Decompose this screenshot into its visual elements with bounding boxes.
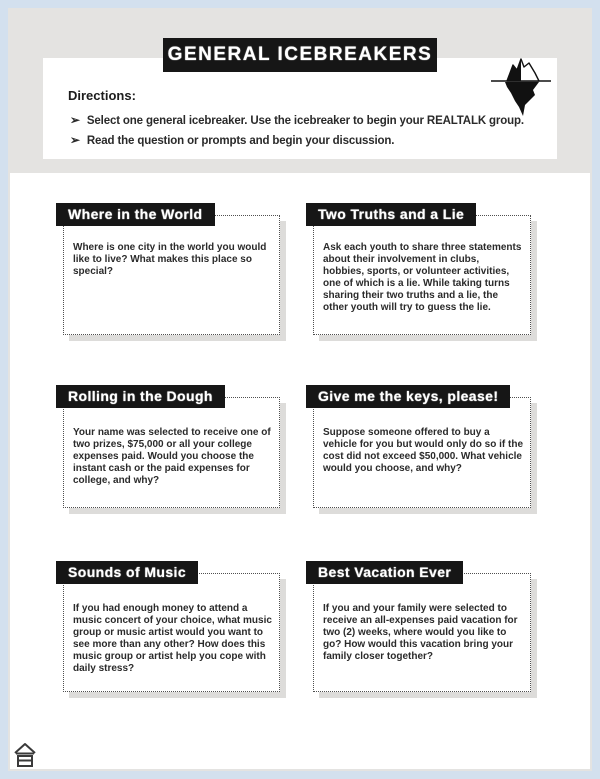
page-inner <box>8 8 592 771</box>
card-prompt: If you and your family were selected to receive an all-expenses paid vacation for two (2) weeks, where would you like to go? How would this vacation bring your family closer together? <box>323 603 518 662</box>
card-prompt: Suppose someone offered to buy a vehicle for you but would only do so if the cost did not exceed $50,000. What vehicle would you choose, and why? <box>323 427 524 474</box>
card-prompt: If you had enough money to attend a music concert of your choice, what music group or music artist would you want to see more than any other? How does this music group or artist help you cope with daily stress? <box>73 603 272 674</box>
directions-bullet <box>70 133 552 147</box>
directions-bullet <box>70 113 552 127</box>
arrow-bullet-icon: ➢ <box>70 133 80 147</box>
card-title: Give me the keys, please! <box>306 385 510 408</box>
card-title: Two Truths and a Lie <box>306 203 476 226</box>
icebreaker-card <box>313 388 531 508</box>
card-title: Best Vacation Ever <box>306 561 463 584</box>
home-icon[interactable] <box>13 742 37 768</box>
iceberg-icon <box>490 56 552 127</box>
icebreaker-card <box>63 206 280 335</box>
icebreaker-card <box>313 206 531 335</box>
icebreaker-card <box>313 564 531 692</box>
arrow-bullet-icon: ➢ <box>70 113 80 127</box>
card-title: Sounds of Music <box>56 561 198 584</box>
directions-panel <box>43 58 557 159</box>
card-title: Rolling in the Dough <box>56 385 225 408</box>
card-prompt: Ask each youth to share three statements about their involvement in clubs, hobbies, sports, or volunteer activities, one of which is a lie. While taking turns sharing their two truths and a lie, the other youth will try to guess the lie. <box>323 242 522 313</box>
page-title: GENERAL ICEBREAKERS <box>163 38 437 72</box>
card-prompt: Where is one city in the world you would like to live? What makes this place so special? <box>73 242 267 277</box>
icebreaker-card <box>63 388 280 508</box>
directions-bullet-text: Read the question or prompts and begin your discussion. <box>86 135 395 147</box>
directions-bullet-text: Select one general icebreaker. Use the icebreaker to begin your REALTALK group. <box>86 115 524 127</box>
card-prompt: Your name was selected to receive one of two prizes, $75,000 or all your college expenses paid. Would you choose the instant cash or the paid expenses for college, and why? <box>73 427 271 486</box>
icebreaker-card <box>63 564 280 692</box>
card-title: Where in the World <box>56 203 215 226</box>
directions-heading: Directions: <box>68 88 136 103</box>
